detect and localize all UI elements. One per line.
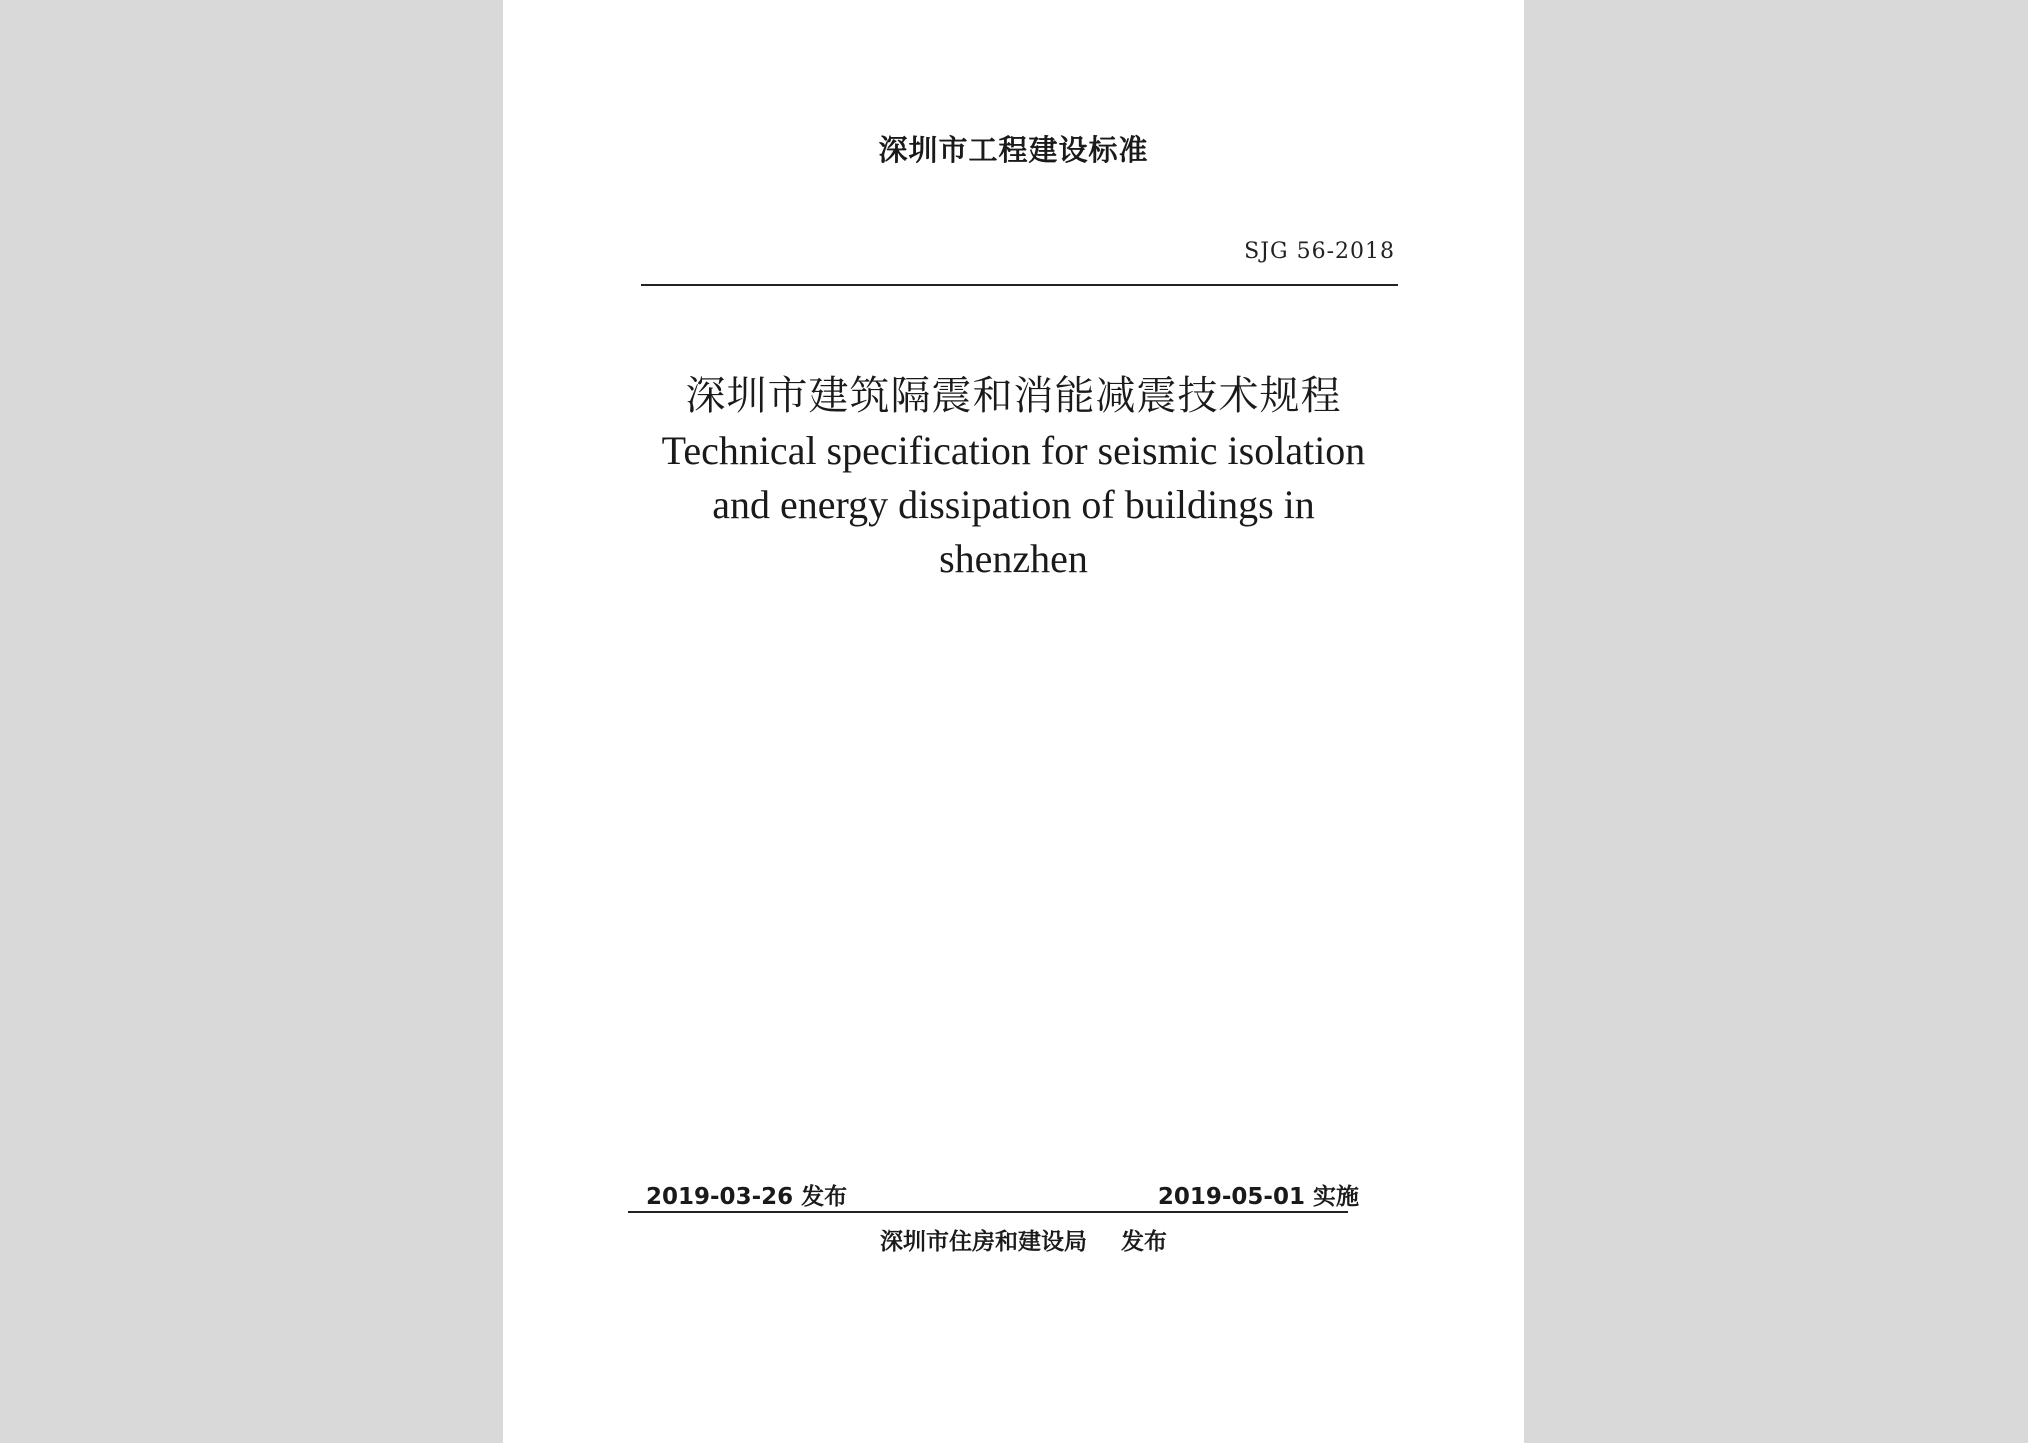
standard-code: SJG 56-2018 [1244, 239, 1395, 264]
title-english [503, 424, 1524, 586]
implementation-date: 2019-05-01 实施 [1157, 1184, 1359, 1210]
series-title: 深圳市工程建设标准 [878, 133, 1149, 167]
title-english-line-2: and energy dissipation of buildings in [712, 482, 1315, 527]
title-english-line-3: shenzhen [939, 536, 1088, 581]
dates-row [646, 1178, 1359, 1212]
publisher-line [503, 1223, 1524, 1256]
publisher-name: 深圳市住房和建设局 [880, 1229, 1087, 1255]
bottom-divider [628, 1211, 1348, 1213]
issue-date: 2019-03-26 发布 [646, 1184, 848, 1210]
title-english-line-1: Technical specification for seismic isolation [661, 428, 1366, 473]
title-block [503, 368, 1524, 586]
publisher-action: 发布 [1121, 1229, 1167, 1255]
document-page [503, 0, 1524, 1443]
top-divider [641, 284, 1398, 286]
title-chinese: 深圳市建筑隔震和消能减震技术规程 [685, 373, 1342, 419]
